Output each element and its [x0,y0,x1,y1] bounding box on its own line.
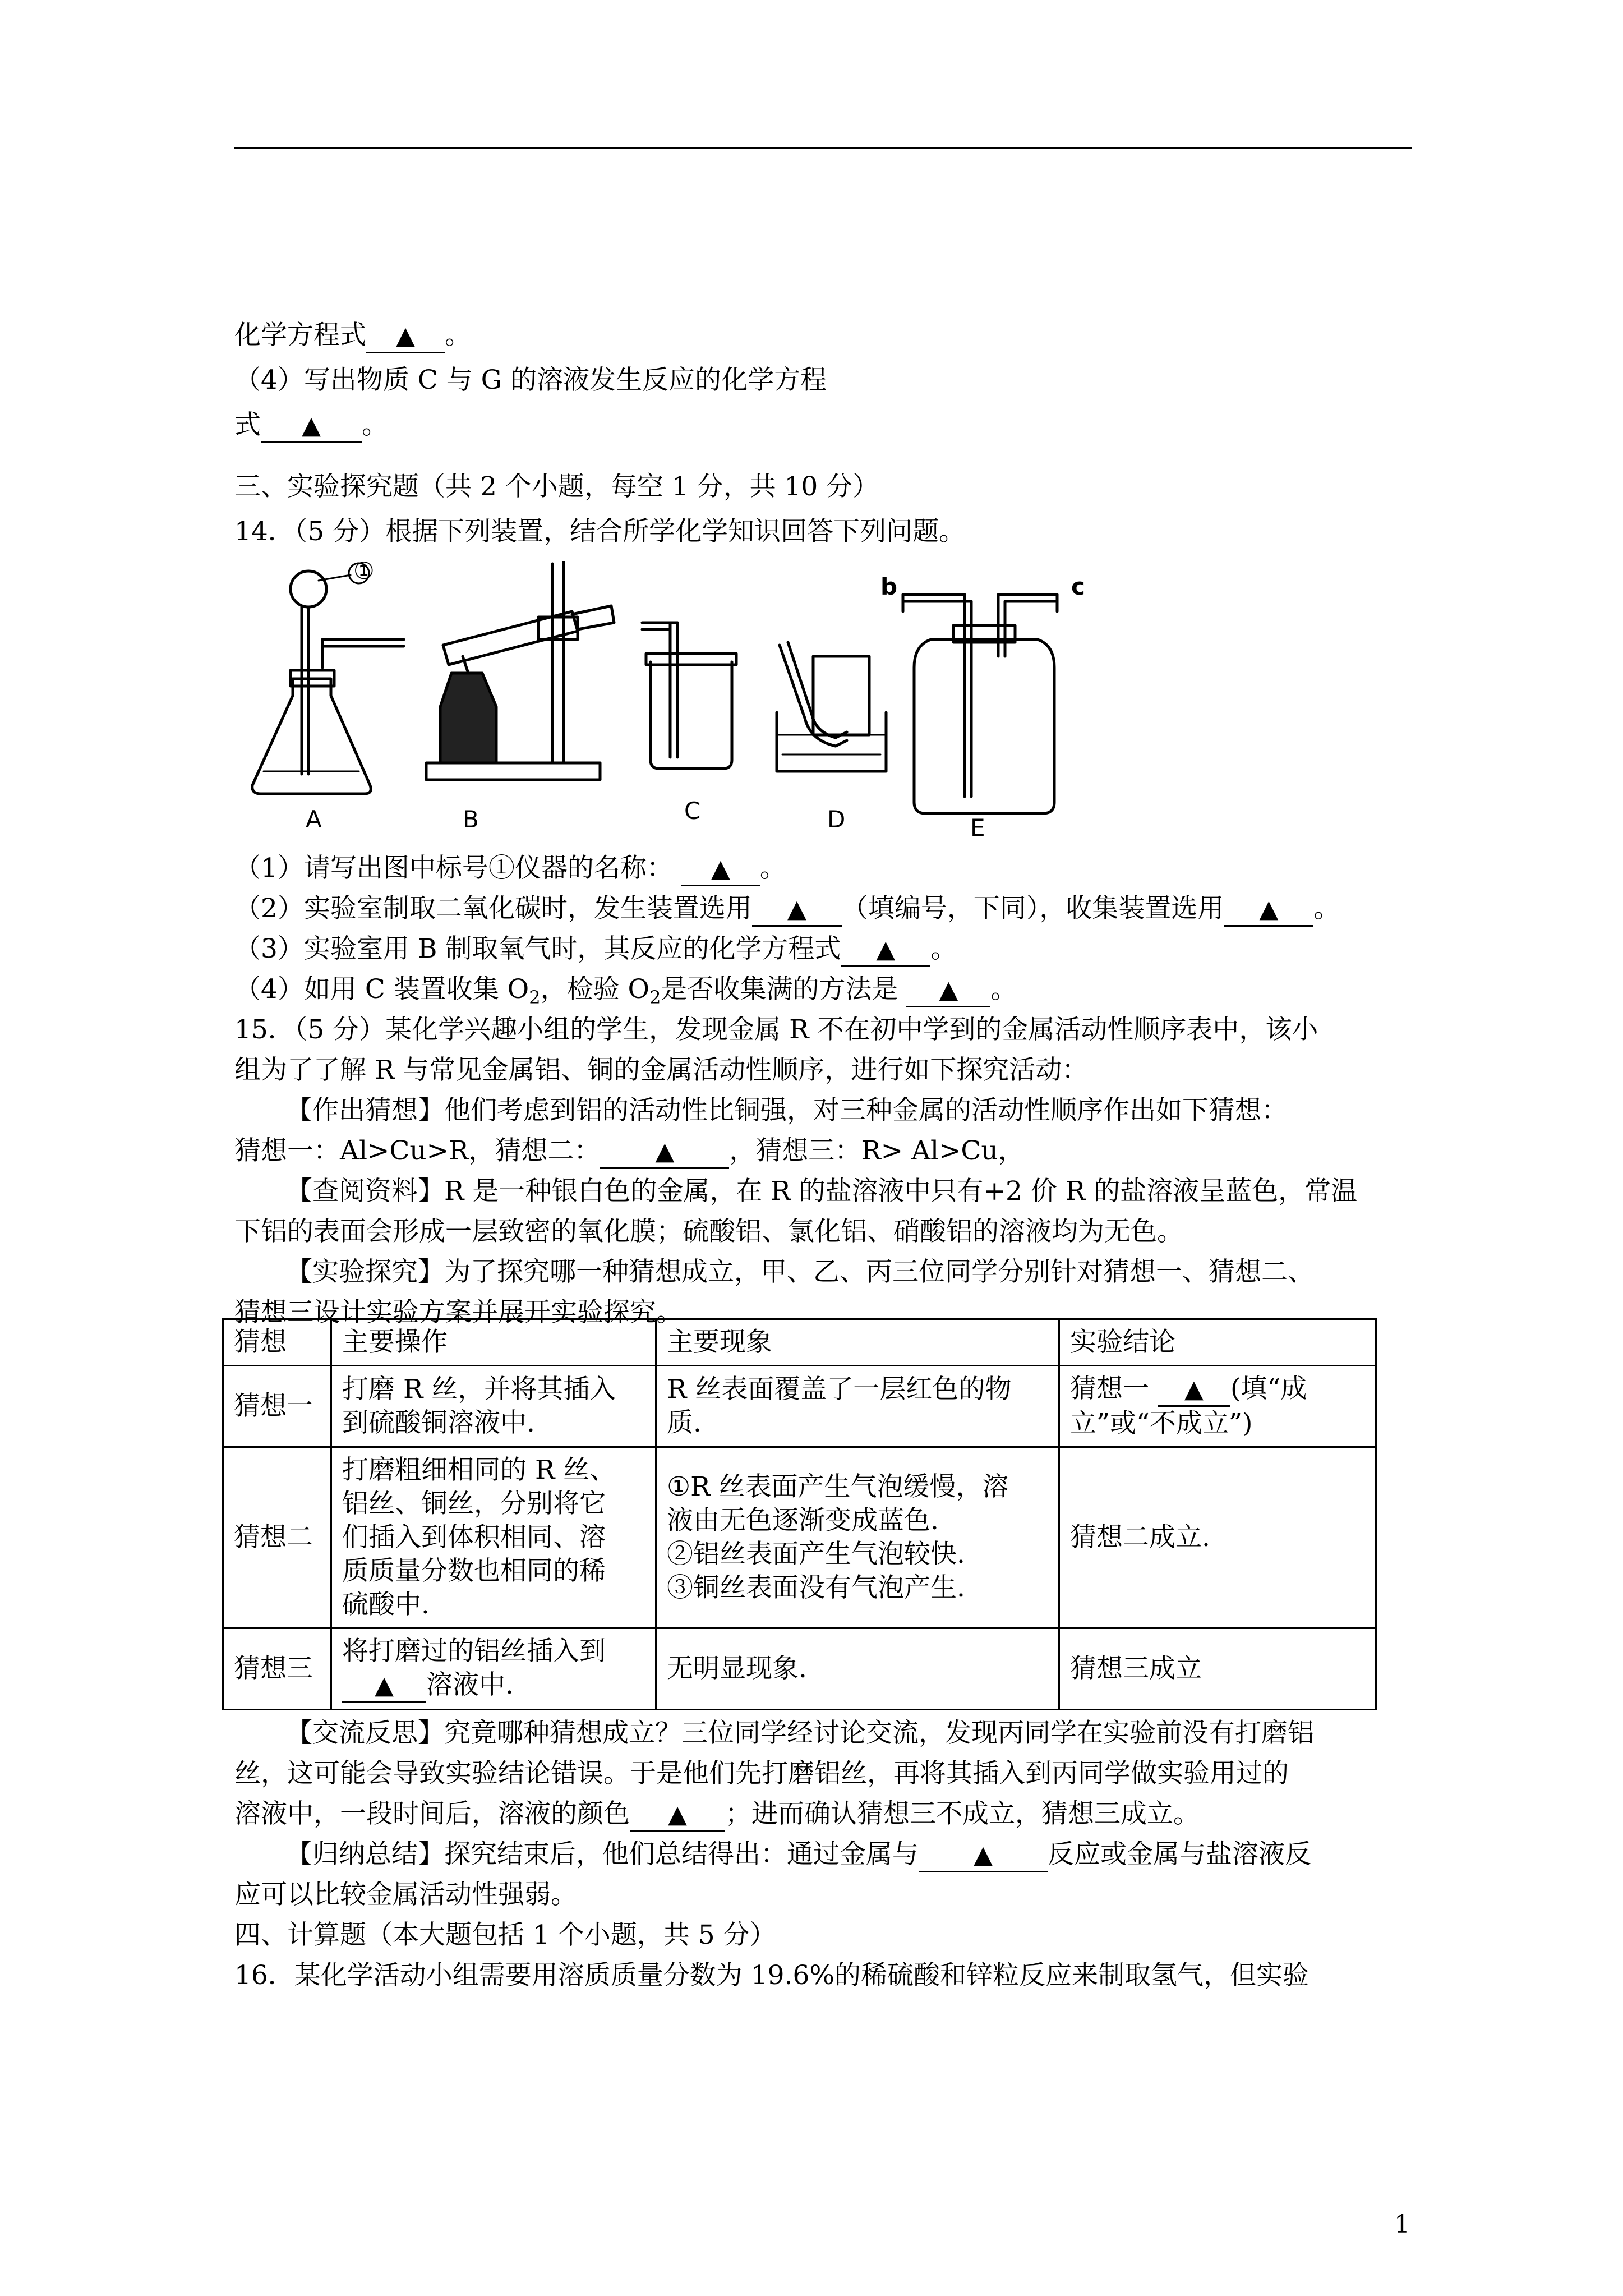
experiment-line2: 猜想三设计实验方案并展开实验探究。 [234,1297,683,1328]
row-conclusion: 猜想一 ▲ (填“成 立”或“不成立”) [1059,1366,1376,1447]
hypothesis-list: 猜想一：Al>Cu>R，猜想二： ▲ ，猜想三：R> Al>Cu， [234,1134,1025,1169]
apparatus-e [903,595,1057,813]
port-b-label: b [880,573,898,600]
label-b: B [463,806,479,833]
question-14-4: （4）如用 C 装置收集 $O_2$，检验 $O_2$是否收集满的方法是 ▲ 。 [234,974,1017,1008]
row-operation: 打磨 R 丝，并将其插入 到硫酸铜溶液中. [331,1366,656,1447]
row-hypothesis: 猜想二 [223,1447,331,1628]
line-equation-3: 化学方程式 ▲ 。 [234,319,471,353]
reference-line2: 下铝的表面会形成一层致密的氧化膜；硫酸铝、氯化铝、硝酸铝的溶液均为无色。 [234,1216,1183,1247]
table-header: 主要现象 [656,1319,1059,1366]
apparatus-d [777,642,886,771]
question-14-1: （1）请写出图中标号①仪器的名称： ▲ 。 [234,852,786,886]
apparatus-a [252,563,404,794]
apparatus-c [642,623,736,769]
question-15-line1: 15．（5 分）某化学兴趣小组的学生，发现金属 R 不在初中学到的金属活动性顺序表中，该小 [234,1014,1318,1045]
row-phenomenon: 无明显现象. [656,1628,1059,1710]
row-operation: 打磨粗细相同的 R 丝、 铝丝、铜丝，分别将它 们插入到体积相同、溶 质质量分数也相同的稀 硫酸中. [331,1447,656,1628]
table-row [223,1447,1376,1628]
answer-blank[interactable]: ▲ [342,1669,426,1703]
section-4-heading: 四、计算题（本大题包括 1 个小题，共 5 分） [234,1920,776,1950]
answer-blank[interactable]: ▲ [841,933,930,967]
answer-blank[interactable]: ▲ [366,320,445,353]
experiment-line1: 【实验探究】为了探究哪一种猜想成立，甲、乙、丙三位同学分别针对猜想一、猜想二、 [286,1257,1314,1287]
summary-line2: 应可以比较金属活动性强弱。 [234,1879,577,1910]
row-hypothesis: 猜想三 [223,1628,331,1710]
summary-line1: 【归纳总结】探究结束后，他们总结得出：通过金属与 ▲ 反应或金属与盐溶液反 [286,1838,1311,1872]
reflection-line3: 溶液中，一段时间后，溶液的颜色 ▲ ；进而确认猜想三不成立，猜想三成立。 [234,1797,1200,1832]
table-row [223,1366,1376,1447]
row-phenomenon: ①R 丝表面产生气泡缓慢，溶 液由无色逐渐变成蓝色. ②铝丝表面产生气泡较快. ③铜丝表面没有气泡产生. [656,1447,1059,1628]
question-16-stem: 16．某化学活动小组需要用溶质质量分数为 19.6%的稀硫酸和锌粒反应来制取氢气，但实验 [234,1960,1310,1991]
label-e: E [970,814,985,841]
line-equation-4: 式 ▲ 。 [234,408,388,443]
answer-blank[interactable]: ▲ [906,974,990,1007]
answer-blank[interactable]: ▲ [919,1839,1048,1872]
row-operation: 将打磨过的铝丝插入到 ▲ 溶液中. [331,1628,656,1710]
table-header: 实验结论 [1059,1319,1376,1366]
answer-blank[interactable]: ▲ [600,1135,729,1169]
table-row [223,1628,1376,1710]
label-c: C [684,797,701,825]
row-hypothesis: 猜想一 [223,1366,331,1447]
hypothesis-heading: 【作出猜想】他们考虑到铝的活动性比铜强，对三种金属的活动性顺序作出如下猜想： [286,1095,1288,1126]
question-14-3: （3）实验室用 B 制取氧气时，其反应的化学方程式 ▲ 。 [234,932,957,967]
port-c-label: c [1071,573,1085,600]
answer-blank[interactable]: ▲ [1158,1373,1230,1407]
reflection-line2: 丝，这可能会导致实验结论错误。于是他们先打磨铝丝，再将其插入到丙同学做实验用过的 [234,1758,1289,1789]
answer-blank[interactable]: ▲ [681,853,760,886]
answer-blank[interactable]: ▲ [752,893,842,927]
label-d: D [827,806,846,833]
row-phenomenon: R 丝表面覆盖了一层红色的物 质. [656,1366,1059,1447]
question-15-line2: 组为了了解 R 与常见金属铝、铜的金属活动性顺序，进行如下探究活动： [234,1055,1089,1085]
apparatus-b [426,561,614,780]
row-conclusion: 猜想三成立 [1059,1628,1376,1710]
row-conclusion: 猜想二成立. [1059,1447,1376,1628]
reference-line1: 【查阅资料】R 是一种银白色的金属，在 R 的盐溶液中只有+2 价 R 的盐溶液呈蓝色，常温 [286,1176,1358,1207]
table-header: 猜想 [223,1319,331,1366]
section-3-heading: 三、实验探究题（共 2 个小题，每空 1 分，共 10 分） [234,471,879,502]
label-a: A [306,806,322,833]
experiment-table [222,1318,1377,1710]
question-13-4: （4）写出物质 C 与 G 的溶液发生反应的化学方程 [234,365,827,395]
question-14-2: （2）实验室制取二氧化碳时，发生装置选用 ▲ （填编号，下同），收集装置选用 ▲ 。 [234,892,1340,927]
answer-blank[interactable]: ▲ [1224,893,1313,927]
table-header-row [223,1319,1376,1366]
answer-blank[interactable]: ▲ [261,409,362,443]
question-14-stem: 14．（5 分）根据下列装置，结合所学化学知识回答下列问题。 [234,516,966,547]
marker-label: ① [353,561,375,585]
reflection-line1: 【交流反思】究竟哪种猜想成立？三位同学经讨论交流，发现丙同学在实验前没有打磨铝 [286,1718,1314,1749]
page-number: 1 [1394,2210,1410,2239]
apparatus-figure [241,561,1138,841]
table-header: 主要操作 [331,1319,656,1366]
header-rule [234,147,1412,149]
answer-blank[interactable]: ▲ [630,1798,725,1832]
